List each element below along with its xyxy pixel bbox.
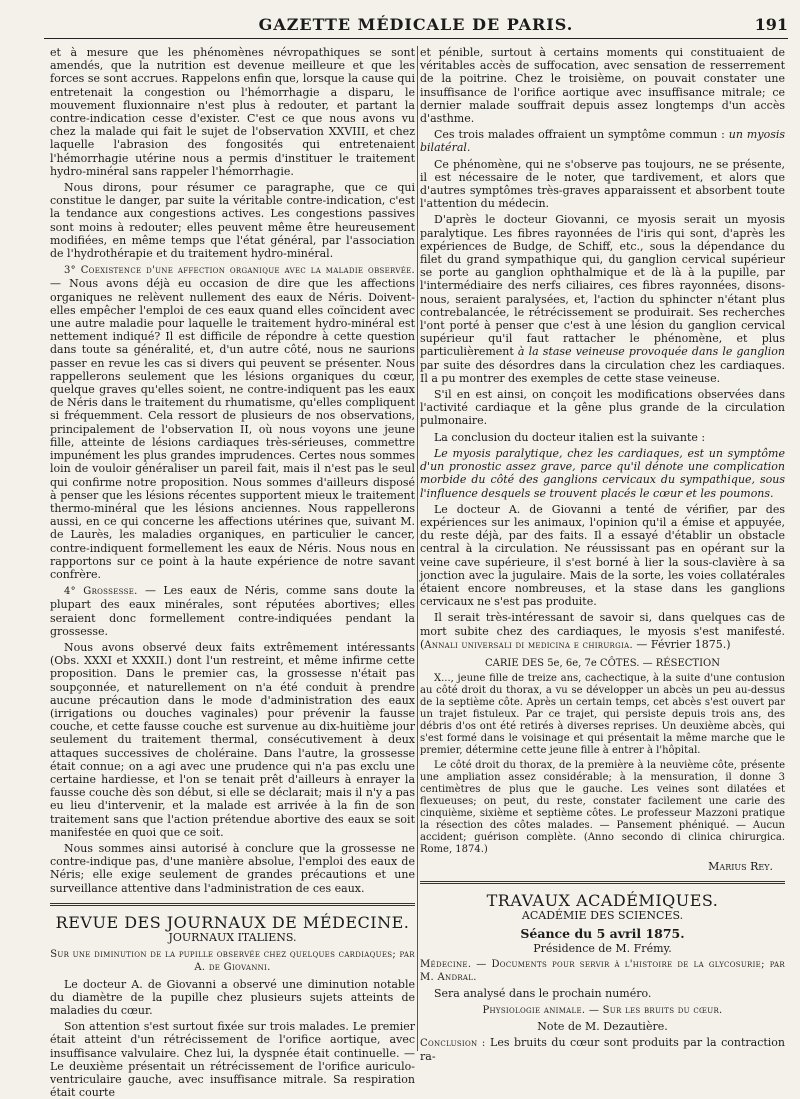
section-title: TRAVAUX ACADÉMIQUES. <box>486 891 719 911</box>
paragraph: Nous avons observé deux faits extrêmement intéressants (Obs. XXXI et XXXII.) dont l'un restreint, et même infirme cette proposition. Dans le premier cas, la grossesse n'était pas soupçonnée, et naturellement on n'a été conduit à prendre aucune précaution dans le mode d'administration des eaux (irrigations ou douches vaginales) pour prévenir la fausse couche, et cette fausse couche est survenue au dix-huitième jour seulement du traitement thermal, consécutivement à deux attaques successives de choléraine. Dans l'autre, la grossesse était connue; on a agi avec une prudence qui n'a pas exclu une certaine hardiesse, et l'on se tenait prêt d'ailleurs à enrayer la fausse couche dès son début, si elle se déclarait; mais il n'y a pas eu lieu d'intervenir, et la malade est arrivée à la fin de son traitement sans que l'action prétendue abortive des eaux se soit manifestée en quoi que ce soit. <box>50 640 415 839</box>
journal-title: GAZETTE MÉDICALE DE PARIS. <box>258 15 574 34</box>
paragraph: Ce phénomène, qui ne s'observe pas toujours, ne se présente, il est nécessaire de le noter, que tardivement, et alors que d'autres symptômes très-graves apparaissent et absorbent toute l'attention du médecin. <box>420 157 785 211</box>
emphasis: un myosis bilatéral. <box>420 128 786 155</box>
section-subtitle: JOURNAUX ITALIENS. <box>168 931 297 944</box>
paragraph: Le docteur A. de Giovanni a observé une diminution notable du diamètre de la pupille chez plusieurs sujets atteints de maladies du cœur. <box>50 977 415 1018</box>
paragraph-text: Les bruits du cœur sont produits par la contraction ra- <box>420 1035 786 1064</box>
communication-title: Physiologie animale. — Sur les bruits du cœur. <box>482 1004 723 1016</box>
paragraph-text: — Nous avons déjà eu occasion de dire que les affections organiques ne relèvent nullement des eaux de Néris. Doivent-elles empêcher l'emploi de ces eaux quand elles coïncident avec une autre maladie pour laquelle le traitement hydro-minéral est nettement indiqué? Il est difficile de répondre à cette question dans toute sa généralité, et, d'un autre côté, nous ne saurions passer en revue les cas si divers qui peuvent se présenter. Nous rappellerons seulement que les lésions organiques du cœur, quelque graves qu'elles soient, ne contre-indiquent pas les eaux de Néris dans le traitement du rhumatisme, qu'elles compliquent si fréquemment. Cela ressort de plusieurs de nos observations, principalement de l'observation II, où nous voyons une jeune fille, atteinte de lésions cardiaques très-sérieuses, commettre impunément les plus grandes imprudences. Certes nous sommes loin de vouloir généraliser un pareil fait, mais il n'est pas le seul qui confirme notre proposition. Nous sommes d'ailleurs disposé à penser que les lésions récentes supportent mieux le traitement thermo-minéral que les lésions anciennes. Nous rappellerons aussi, en ce qui concerne les affections utérines que, suivant M. de Laurès, les maladies organiques, en particulier le cancer, contre-indiquent formellement les eaux de Néris. Nous nous en rapportons sur ce point à la haute expérience de notre savant confrère. <box>50 277 415 581</box>
paragraph: et pénible, surtout à certains moments qui constituaient de véritables accès de suffocation, avec sensation de resserrement de la poitrine. Chez le troisième, on pouvait constater une insuffisance de l'orifice aortique avec insuffisance mitrale; ce dernier malade souffrait depuis assez longtemps d'un accès d'asthme. <box>420 46 785 126</box>
paragraph-text: — Février 1875.) <box>632 637 731 651</box>
paragraph: Nous sommes ainsi autorisé à conclure que la grossesse ne contre-indique pas, d'une manière absolue, l'emploi des eaux de Néris; elle exige seulement de grandes précautions et une surveillance attentive dans l'administration de ces eaux. <box>50 841 415 895</box>
paragraph-text: par suite des désordres dans la circulation chez les cardiaques. Il a pu montrer des exemples de cette stase veineuse. <box>420 358 785 385</box>
paragraph: Nous dirons, pour résumer ce paragraphe, que ce qui constitue le danger, par suite la véritable contre-indication, c'est la tendance aux congestions actives. Les congestions passives sont moins à redouter; elles peuvent même être heureusement modifiées, en même temps que l'état général, par l'association de l'hydrothérapie et du traitement hydro-minéral. <box>50 181 415 261</box>
paragraph: Le docteur A. de Giovanni a tenté de vérifier, par des expériences sur les animaux, l'opinion qu'il a émise et appuyée, du reste déjà, par des faits. Il a essayé d'établir un obstacle central à la circulation. Ne réussissant pas en opérant sur la veine cave supérieure, il s'est borné à lier la sous-clavière à sa jonction avec la jugulaire. Mais de la sorte, les voies collatérales étaient encore nombreuses, et la stase dans les ganglions cervicaux ne s'est pas produite. <box>420 502 785 609</box>
column-divider <box>417 46 418 1051</box>
right-column <box>420 46 786 1064</box>
page-header <box>44 12 788 39</box>
section-rule <box>420 881 785 884</box>
paragraph <box>420 128 785 154</box>
section-subtitle: ACADÉMIE DES SCIENCES. <box>521 909 684 923</box>
paragraph <box>420 1036 785 1063</box>
paragraph: Le côté droit du thorax, de la première à la neuvième côte, présente une ampliation assez considérable; à la mensuration, il donne 3 centimètres de plus que le gauche. Les veines sont dilatées et flexueuses; on peut, du reste, constater facilement une carie des cinquième, sixième et septième côtes. Le professeur Mazzoni pratique la résection des côtes malades. — Pansement phéniqué. — Aucun accident; guérison complète. (Anno secondo di clinica chirurgica. Rome, 1874.) <box>420 759 785 855</box>
paragraph: X..., jeune fille de treize ans, cachectique, à la suite d'une contusion au côté droit du thorax, a vu se développer un abcès un peu au-dessus de la septième côte. Après un certain temps, cet abcès s'est ouvert par un trajet fistuleux. Par ce trajet, qui persiste depuis trois ans, des débris d'os ont été retirés à diverses reprises. Un deuxième abcès, qui s'est formé dans le voisinage et qui présentait la même marche que le premier, détermine cette jeune fille à entrer à l'hôpital. <box>420 672 785 756</box>
subsection-heading: Conclusion : <box>420 1037 491 1049</box>
article-title: CARIE DES 5e, 6e, 7e CÔTES. — RÉSECTION <box>485 657 720 669</box>
emphasis: à la stase veineuse provoquée dans le ganglion <box>517 345 785 359</box>
paragraph-text: D'après le docteur Giovanni, ce myosis serait un myosis paralytique. Les fibres rayonnées de l'iris qui sont, d'après les expériences de Budge, de Schiff, etc., sous la dépendance du filet du grand sympathique qui, du ganglion cervical supérieur se porte au ganglion ophthalmique et de là à la pupille, par l'intermédiaire des nerfs ciliaires, ces fibres rayonnées, disons-nous, seraient paralysées, et, l'action du sphincter n'étant plus contrebalancée, le rétrécissement se produirait. Ses recherches l'ont porté à penser que c'est à une lésion du ganglion cervical supérieur qu'il faut rattacher le phénomène, et plus particulièrement <box>420 213 785 359</box>
quoted-conclusion: Le myosis paralytique, chez les cardiaques, est un symptôme d'un pronostic assez grave, parce qu'il dénote une complication morbide du côté des ganglions cervicaux du sympathique, sous l'influence desquels se trouvent placés le cœur et les poumons. <box>420 446 785 500</box>
presidency-line: Présidence de M. Frémy. <box>533 941 672 955</box>
section-rule <box>50 903 415 906</box>
paragraph-text: Il serait très-intéressant de savoir si, dans quelques cas de mort subite chez des cardiaques, le myosis s'est manifesté. ( <box>420 611 785 651</box>
subsection-heading: 3° Coexistence d'une affection organique avec la maladie observée. <box>64 265 415 277</box>
left-column <box>50 46 415 1099</box>
paragraph-text: Ces trois malades offraient un symptôme commun : <box>434 128 729 142</box>
note-author: Note de M. Dezautière. <box>537 1019 668 1033</box>
paragraph <box>50 584 415 638</box>
section-title: REVUE DES JOURNAUX DE MÉDECINE. <box>55 912 410 932</box>
paragraph: Sera analysé dans le prochain numéro. <box>434 987 652 1001</box>
session-heading: Séance du 5 avril 1875. <box>520 925 685 941</box>
paragraph: et à mesure que les phénomènes névropathiques se sont amendés, que la nutrition est devenue meilleure et que les forces se sont accrues. Rappelons enfin que, lorsque la cause qui entretenait la congestion ou l'hémorrhagie a disparu, le mouvement fluxionnaire n'est plus à redouter, et partant la contre-indication cesse d'exister. C'est ce que nous avons vu chez la malade qui fait le sujet de l'observation XXVIII, et chez laquelle l'abrasion des fongosités qui entretenaient l'hémorrhagie utérine nous a permis d'instituer le traitement hydro-minéral sans rappeler l'hémorrhagie. <box>50 46 415 178</box>
page-number: 191 <box>754 15 788 34</box>
communication-title: Médecine. — Documents pour servir à l'histoire de la glycosurie; par M. Andral. <box>420 958 785 984</box>
paragraph <box>420 213 785 385</box>
paragraph <box>420 611 785 652</box>
author-signature: Marius Rey. <box>708 859 773 873</box>
subsection-heading: 4° Grossesse. <box>64 586 138 598</box>
article-title: Sur une diminution de la pupille observée chez quelques cardiaques; par A. de Giovanni. <box>50 949 415 974</box>
paragraph <box>50 263 415 581</box>
paragraph-text: — Les eaux de Néris, comme sans doute la plupart des eaux minérales, sont réputées abortives; elles seraient donc formellement contre-indiquées pendant la grossesse. <box>50 584 415 638</box>
paragraph: Son attention s'est surtout fixée sur trois malades. Le premier était atteint d'un rétrécissement de l'orifice aortique, avec insuffisance valvulaire. Chez lui, la dyspnée était continuelle. — Le deuxième présentait un rétrécissement de l'orifice auriculo-ventriculaire gauche, avec insuffisance mitrale. Sa respiration était courte <box>50 1020 415 1099</box>
paragraph: S'il en est ainsi, on conçoit les modifications observées dans l'activité cardiaque et la gêne plus grande de la circulation pulmonaire. <box>420 388 785 428</box>
paragraph: La conclusion du docteur italien est la suivante : <box>434 430 706 444</box>
citation: Annali universali di medicina e chirurgia. <box>424 639 633 651</box>
